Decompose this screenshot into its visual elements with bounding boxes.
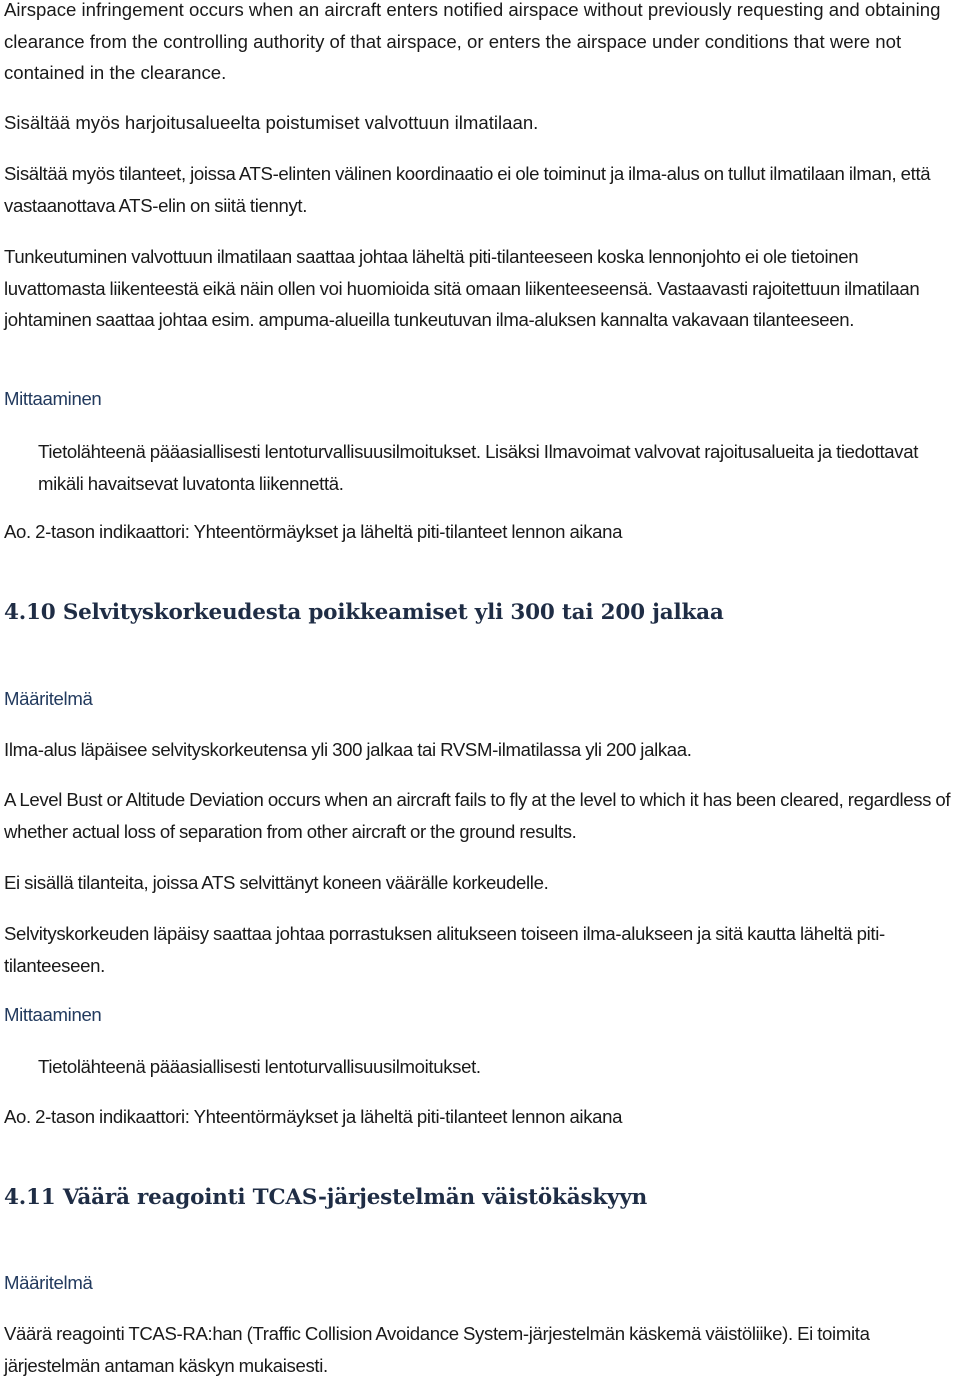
- subheading-definition-1: Määritelmä: [4, 688, 93, 709]
- section-heading-4-11: 4.11 Väärä reagointi TCAS-järjestelmän väistökäskyyn: [4, 1185, 648, 1210]
- paragraph-definition-4-11: Väärä reagointi TCAS-RA:han (Traffic Collision Avoidance System-järjestelmän käskemä väistöliike). Ei toimita järjestelmän antaman käskyn mukaisesti.: [4, 1323, 870, 1376]
- paragraph-data-sources-2: Tietolähteenä pääasiallisesti lentoturvallisuusilmoitukset.: [38, 1056, 481, 1077]
- subheading-measuring-1: Mittaaminen: [4, 388, 102, 409]
- section-heading-4-10: 4.10 Selvityskorkeudesta poikkeamiset yli 300 tai 200 jalkaa: [4, 600, 724, 625]
- paragraph-includes-training-areas: Sisältää myös harjoitusalueelta poistumiset valvottuun ilmatilaan.: [4, 112, 539, 133]
- paragraph-consequence: Selvityskorkeuden läpäisy saattaa johtaa porrastuksen alitukseen toiseen ilma-alukseen ja sitä kautta läheltä piti-tilanteeseen.: [4, 923, 885, 976]
- paragraph-level-bust-en: A Level Bust or Altitude Deviation occurs when an aircraft fails to fly at the level to which it has been cleared, regardless of whether actual loss of separation from other aircraft or the ground results.: [4, 789, 951, 842]
- paragraph-indicator-1: Ao. 2-tason indikaattori: Yhteentörmäykset ja läheltä piti-tilanteet lennon aikana: [4, 521, 623, 542]
- paragraph-excludes: Ei sisällä tilanteita, joissa ATS selvittänyt koneen väärälle korkeudelle.: [4, 872, 549, 893]
- paragraph-airspace-infringement-en: Airspace infringement occurs when an aircraft enters notified airspace without previously requesting and obtaining clearance from the controlling authority of that airspace, or enters the airspace under conditions that were not contained in the clearance.: [4, 0, 941, 83]
- paragraph-data-sources-1: Tietolähteenä pääasiallisesti lentoturvallisuusilmoitukset. Lisäksi Ilmavoimat valvovat rajoitusalueita ja tiedottavat mikäli havaitsevat luvatonta liikennettä.: [38, 441, 919, 494]
- paragraph-definition-4-10: Ilma-alus läpäisee selvityskorkeutensa yli 300 jalkaa tai RVSM-ilmatilassa yli 200 jalkaa.: [4, 739, 692, 760]
- paragraph-intrusion-consequences: Tunkeutuminen valvottuun ilmatilaan saattaa johtaa läheltä piti-tilanteeseen koska lennonjohto ei ole tietoinen luvattomasta liikenteestä eikä näin ollen voi huomioida sitä omaan liikenteeseensä. Vastaavasti rajoitettuun ilmatilaan johtaminen saattaa johtaa esim. ampuma-alueilla tunkeutuvan ilma-aluksen kannalta vakavaan tilanteeseen.: [4, 246, 920, 330]
- subheading-definition-2: Määritelmä: [4, 1272, 93, 1293]
- subheading-measuring-2: Mittaaminen: [4, 1004, 102, 1025]
- paragraph-includes-ats-coordination: Sisältää myös tilanteet, joissa ATS-elinten välinen koordinaatio ei ole toiminut ja ilma-alus on tullut ilmatilaan ilman, että vastaanottava ATS-elin on siitä tiennyt.: [4, 163, 931, 216]
- paragraph-indicator-2: Ao. 2-tason indikaattori: Yhteentörmäykset ja läheltä piti-tilanteet lennon aikana: [4, 1106, 623, 1127]
